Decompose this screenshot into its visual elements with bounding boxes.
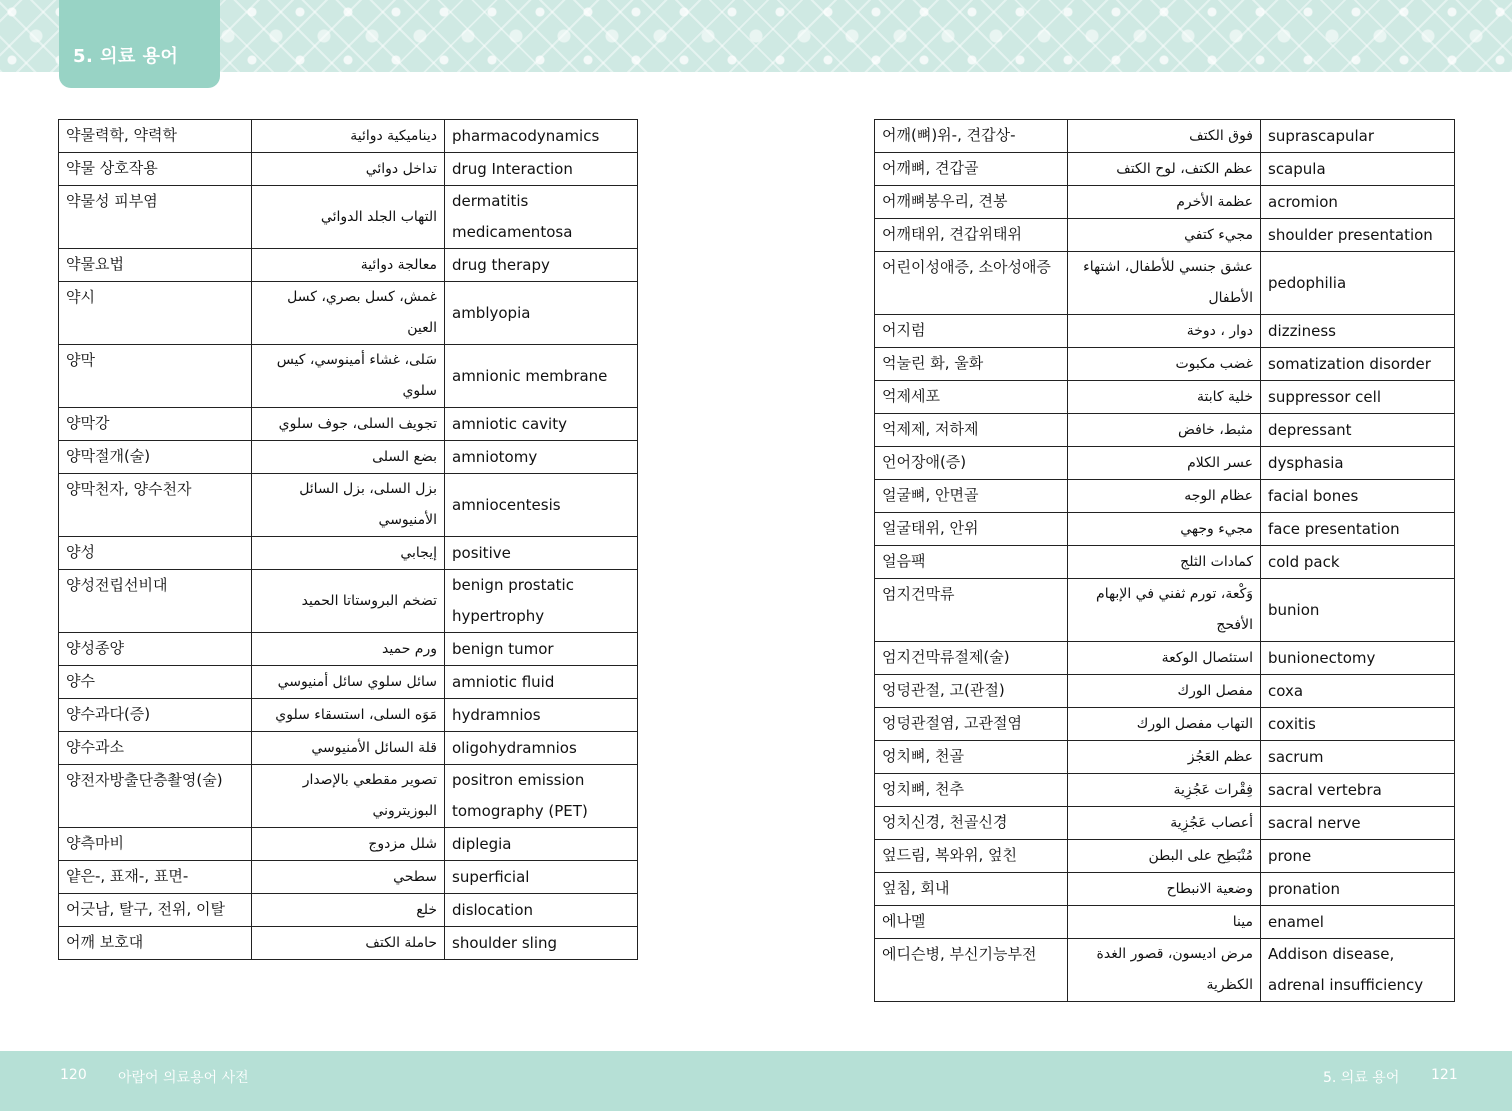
table-row [59,765,638,828]
table-row [875,153,1455,186]
table-row [875,579,1455,642]
arabic-term: مُنْبَطِح على البطن [1068,840,1261,873]
table-row [875,873,1455,906]
table-row [875,513,1455,546]
arabic-term: عظام الوجه [1068,480,1261,513]
english-term: diplegia [445,828,638,861]
arabic-term: سَلى، غشاء أمينوسي، كيس سلوي [252,345,445,408]
korean-term: 양측마비 [59,828,252,861]
korean-term: 양수과소 [59,732,252,765]
english-term: dizziness [1261,315,1455,348]
table-row [59,249,638,282]
table-row [59,894,638,927]
korean-term: 양수 [59,666,252,699]
arabic-term: وضعية الانبطاح [1068,873,1261,906]
table-row [875,414,1455,447]
arabic-term: حاملة الكتف [252,927,445,960]
english-term: scapula [1261,153,1455,186]
arabic-term: بضع السلى [252,441,445,474]
korean-term: 약물요법 [59,249,252,282]
table-row [59,186,638,249]
english-term: face presentation [1261,513,1455,546]
table-row [59,345,638,408]
table-row [875,447,1455,480]
korean-term: 양성 [59,537,252,570]
right-vocabulary-table [874,119,1455,1002]
table-row [875,219,1455,252]
korean-term: 약시 [59,282,252,345]
chapter-tab [59,0,220,88]
arabic-term: وَكْعة، تورم ثفني في الإبهام الأفحج [1068,579,1261,642]
left-page-number: 120 [60,1067,87,1083]
arabic-term: تضخم البروستاتا الحميد [252,570,445,633]
arabic-term: مرض اديسون، قصور الغدة الكظرية [1068,939,1261,1002]
right-page-number: 121 [1431,1067,1458,1083]
english-term: pedophilia [1261,252,1455,315]
table-row [875,807,1455,840]
english-term: pharmacodynamics [445,120,638,153]
english-term: positron emission tomography (PET) [445,765,638,828]
english-term: Addison disease, adrenal insufficiency [1261,939,1455,1002]
arabic-term: التهاب الجلد الدوائي [252,186,445,249]
korean-term: 억눌린 화, 울화 [875,348,1068,381]
table-row [59,474,638,537]
english-term: positive [445,537,638,570]
korean-term: 엄지건막류 [875,579,1068,642]
table-row [875,546,1455,579]
arabic-term: عظمة الأخرم [1068,186,1261,219]
english-term: depressant [1261,414,1455,447]
korean-term: 양성종양 [59,633,252,666]
table-row [875,120,1455,153]
arabic-term: مثبط، خافض [1068,414,1261,447]
korean-term: 엄지건막류절제(술) [875,642,1068,675]
table-row [875,381,1455,414]
korean-term: 어깨뼈봉우리, 견봉 [875,186,1068,219]
english-term: facial bones [1261,480,1455,513]
korean-term: 어린이성애증, 소아성애증 [875,252,1068,315]
table-row [875,840,1455,873]
korean-term: 얼굴태위, 안위 [875,513,1068,546]
arabic-term: فوق الكتف [1068,120,1261,153]
english-term: amnionic membrane [445,345,638,408]
arabic-term: سطحي [252,861,445,894]
arabic-term: غمش، كسل بصري، كسل العين [252,282,445,345]
arabic-term: أعصاب عَجُزِية [1068,807,1261,840]
arabic-term: ورم حميد [252,633,445,666]
table-row [59,120,638,153]
arabic-term: التهاب مفصل الورك [1068,708,1261,741]
korean-term: 엎침, 회내 [875,873,1068,906]
table-row [59,861,638,894]
english-term: shoulder presentation [1261,219,1455,252]
english-term: drug Interaction [445,153,638,186]
arabic-term: عظم الكتف، لوح الكتف [1068,153,1261,186]
table-row [59,537,638,570]
english-term: amniotomy [445,441,638,474]
table-row [59,408,638,441]
table-row [875,774,1455,807]
english-term: amniocentesis [445,474,638,537]
arabic-term: سائل سلوي سائل أمنيوسي [252,666,445,699]
english-term: suppressor cell [1261,381,1455,414]
arabic-term: خلع [252,894,445,927]
arabic-term: خلية كابتة [1068,381,1261,414]
table-row [875,348,1455,381]
table-row [59,153,638,186]
korean-term: 양막천자, 양수천자 [59,474,252,537]
arabic-term: مجيء كتفي [1068,219,1261,252]
korean-term: 얼굴뼈, 안면골 [875,480,1068,513]
table-row [875,906,1455,939]
korean-term: 엉덩관절염, 고관절염 [875,708,1068,741]
korean-term: 어깨태위, 견갑위태위 [875,219,1068,252]
arabic-term: عشق جنسي للأطفال، اشتهاء الأطفال [1068,252,1261,315]
table-row [875,315,1455,348]
english-term: suprascapular [1261,120,1455,153]
arabic-term: كمادات الثلج [1068,546,1261,579]
left-vocabulary-table [58,119,638,960]
english-term: amblyopia [445,282,638,345]
korean-term: 얕은-, 표재-, 표면- [59,861,252,894]
english-term: bunionectomy [1261,642,1455,675]
chapter-tab-label: 5. 의료 용어 [73,46,179,67]
table-row [59,441,638,474]
arabic-term: مينا [1068,906,1261,939]
korean-term: 언어장애(증) [875,447,1068,480]
arabic-term: غضب مكبوت [1068,348,1261,381]
table-row [59,666,638,699]
english-term: drug therapy [445,249,638,282]
arabic-term: شلل مزدوج [252,828,445,861]
korean-term: 어깨(뼈)위-, 견갑상- [875,120,1068,153]
footer-band [0,1051,1512,1111]
table-row [59,282,638,345]
arabic-term: مفصل الورك [1068,675,1261,708]
english-term: oligohydramnios [445,732,638,765]
table-row [875,642,1455,675]
arabic-term: مجيء وجهي [1068,513,1261,546]
arabic-term: قلة السائل الأمنيوسي [252,732,445,765]
footer-chapter-label: 5. 의료 용어 [1323,1070,1400,1086]
korean-term: 어지럼 [875,315,1068,348]
english-term: shoulder sling [445,927,638,960]
korean-term: 엉치뼈, 천추 [875,774,1068,807]
arabic-term: تداخل دوائي [252,153,445,186]
korean-term: 억제제, 저하제 [875,414,1068,447]
english-term: sacral vertebra [1261,774,1455,807]
korean-term: 약물 상호작용 [59,153,252,186]
korean-term: 어깨뼈, 견갑골 [875,153,1068,186]
english-term: sacral nerve [1261,807,1455,840]
table-row [875,252,1455,315]
table-row [59,927,638,960]
table-row [59,828,638,861]
korean-term: 에나멜 [875,906,1068,939]
table-row [59,699,638,732]
english-term: dislocation [445,894,638,927]
korean-term: 억제세포 [875,381,1068,414]
arabic-term: عظم العَجُز [1068,741,1261,774]
korean-term: 양수과다(증) [59,699,252,732]
decorative-header-band [0,0,1512,72]
korean-term: 양막절개(술) [59,441,252,474]
english-term: acromion [1261,186,1455,219]
english-term: amniotic fluid [445,666,638,699]
korean-term: 엉치뼈, 천골 [875,741,1068,774]
korean-term: 양막 [59,345,252,408]
english-term: pronation [1261,873,1455,906]
korean-term: 엉치신경, 천골신경 [875,807,1068,840]
arabic-term: معالجة دوائية [252,249,445,282]
english-term: amniotic cavity [445,408,638,441]
arabic-term: دوار ، دوخة [1068,315,1261,348]
table-row [59,732,638,765]
arabic-term: تجويف السلى، جوف سلوي [252,408,445,441]
table-row [875,675,1455,708]
english-term: sacrum [1261,741,1455,774]
table-row [875,480,1455,513]
english-term: bunion [1261,579,1455,642]
arabic-term: استئصال الوكعة [1068,642,1261,675]
table-row [875,708,1455,741]
english-term: enamel [1261,906,1455,939]
english-term: coxa [1261,675,1455,708]
korean-term: 엎드림, 복와위, 엎친 [875,840,1068,873]
english-term: coxitis [1261,708,1455,741]
table-row [875,741,1455,774]
english-term: cold pack [1261,546,1455,579]
english-term: somatization disorder [1261,348,1455,381]
english-term: dysphasia [1261,447,1455,480]
arabic-term: بزل السلى، بزل السائل الأمنيوسي [252,474,445,537]
korean-term: 양성전립선비대 [59,570,252,633]
korean-term: 약물성 피부염 [59,186,252,249]
english-term: prone [1261,840,1455,873]
arabic-term: إيجابي [252,537,445,570]
table-row [875,939,1455,1002]
arabic-term: تصوير مقطعي بالإصدار البوزيتروني [252,765,445,828]
korean-term: 양전자방출단층촬영(술) [59,765,252,828]
table-row [59,570,638,633]
korean-term: 엉덩관절, 고(관절) [875,675,1068,708]
korean-term: 어깨 보호대 [59,927,252,960]
book-title: 아랍어 의료용어 사전 [118,1070,249,1086]
korean-term: 에디슨병, 부신기능부전 [875,939,1068,1002]
korean-term: 얼음팩 [875,546,1068,579]
korean-term: 약물력학, 약력학 [59,120,252,153]
arabic-term: عسر الكلام [1068,447,1261,480]
table-row [875,186,1455,219]
english-term: hydramnios [445,699,638,732]
arabic-term: مَوَه السلى، استسقاء سلوي [252,699,445,732]
arabic-term: ديناميكية دوائية [252,120,445,153]
korean-term: 어긋남, 탈구, 전위, 이탈 [59,894,252,927]
english-term: benign tumor [445,633,638,666]
arabic-term: فِقْرات عَجُزِية [1068,774,1261,807]
table-row [59,633,638,666]
english-term: benign prostatic hypertrophy [445,570,638,633]
english-term: superficial [445,861,638,894]
korean-term: 양막강 [59,408,252,441]
english-term: dermatitis medicamentosa [445,186,638,249]
